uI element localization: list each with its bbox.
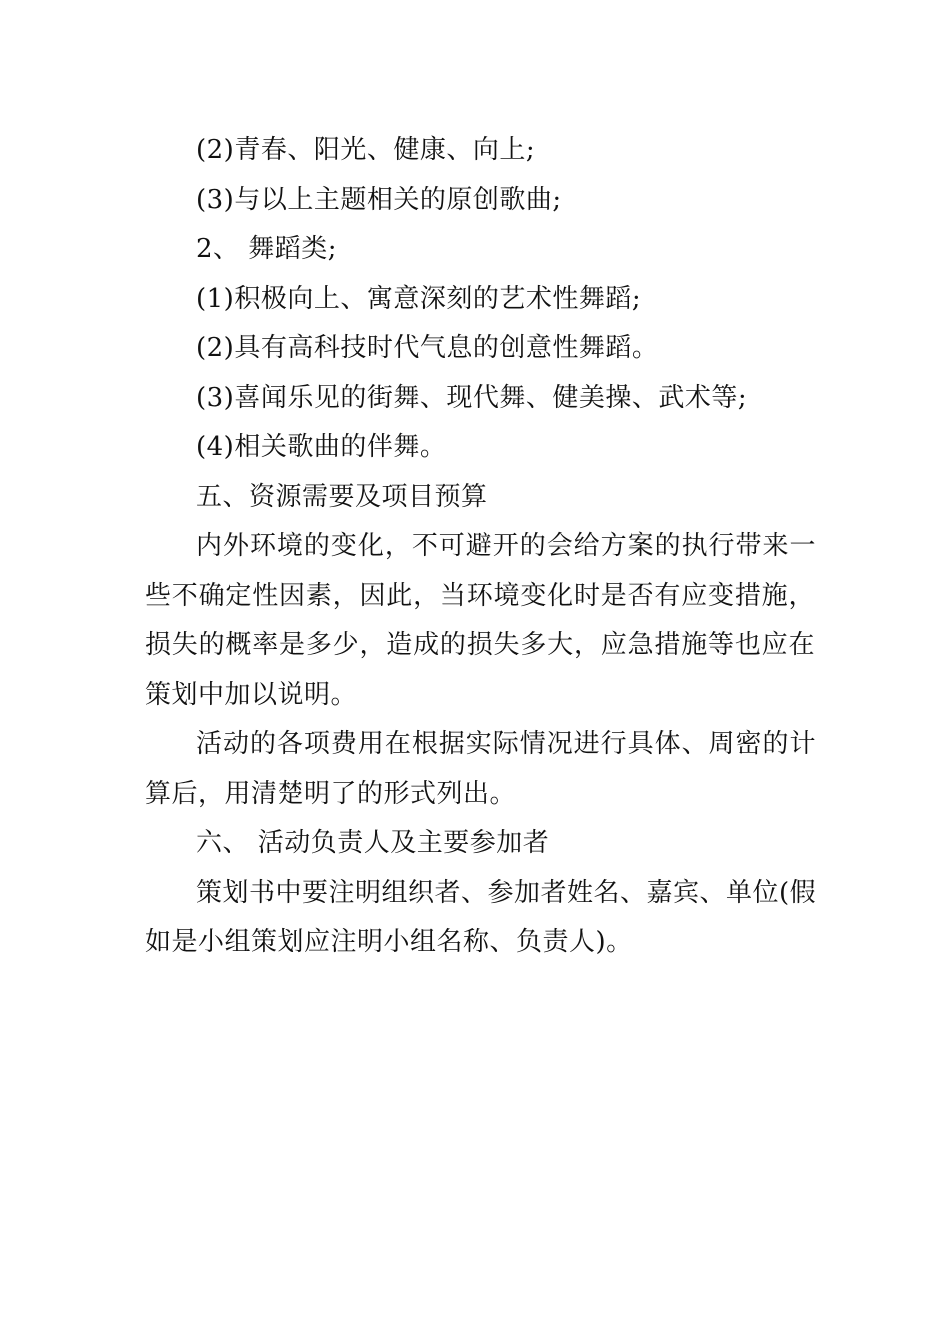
text-line: (3)与以上主题相关的原创歌曲; bbox=[196, 185, 562, 215]
section-heading: 六、 活动负责人及主要参加者 bbox=[196, 828, 550, 858]
paragraph-line: 活动的各项费用在根据实际情况进行具体、周密的计 bbox=[196, 729, 816, 759]
paragraph-line: 内外环境的变化，不可避开的会给方案的执行带来一 bbox=[196, 531, 816, 561]
paragraph-line: 策划书中要注明组织者、参加者姓名、嘉宾、单位(假 bbox=[196, 878, 817, 908]
text-line: (3)喜闻乐见的街舞、现代舞、健美操、武术等; bbox=[196, 383, 748, 413]
text-line: (1)积极向上、寓意深刻的艺术性舞蹈; bbox=[196, 284, 642, 314]
paragraph-line: 损失的概率是多少，造成的损失多大，应急措施等也应在 bbox=[145, 630, 815, 660]
paragraph-line: 如是小组策划应注明小组名称、负责人)。 bbox=[145, 927, 633, 957]
text-line: (2)青春、阳光、健康、向上; bbox=[196, 135, 536, 165]
paragraph-line: 策划中加以说明。 bbox=[145, 680, 358, 710]
section-heading: 2、 舞蹈类; bbox=[196, 234, 338, 264]
paragraph-line: 算后，用清楚明了的形式列出。 bbox=[145, 779, 517, 809]
paragraph-line: 些不确定性因素，因此，当环境变化时是否有应变措施， bbox=[145, 581, 815, 611]
section-heading: 五、资源需要及项目预算 bbox=[196, 482, 488, 512]
text-line: (2)具有高科技时代气息的创意性舞蹈。 bbox=[196, 333, 659, 363]
text-line: (4)相关歌曲的伴舞。 bbox=[196, 432, 447, 462]
